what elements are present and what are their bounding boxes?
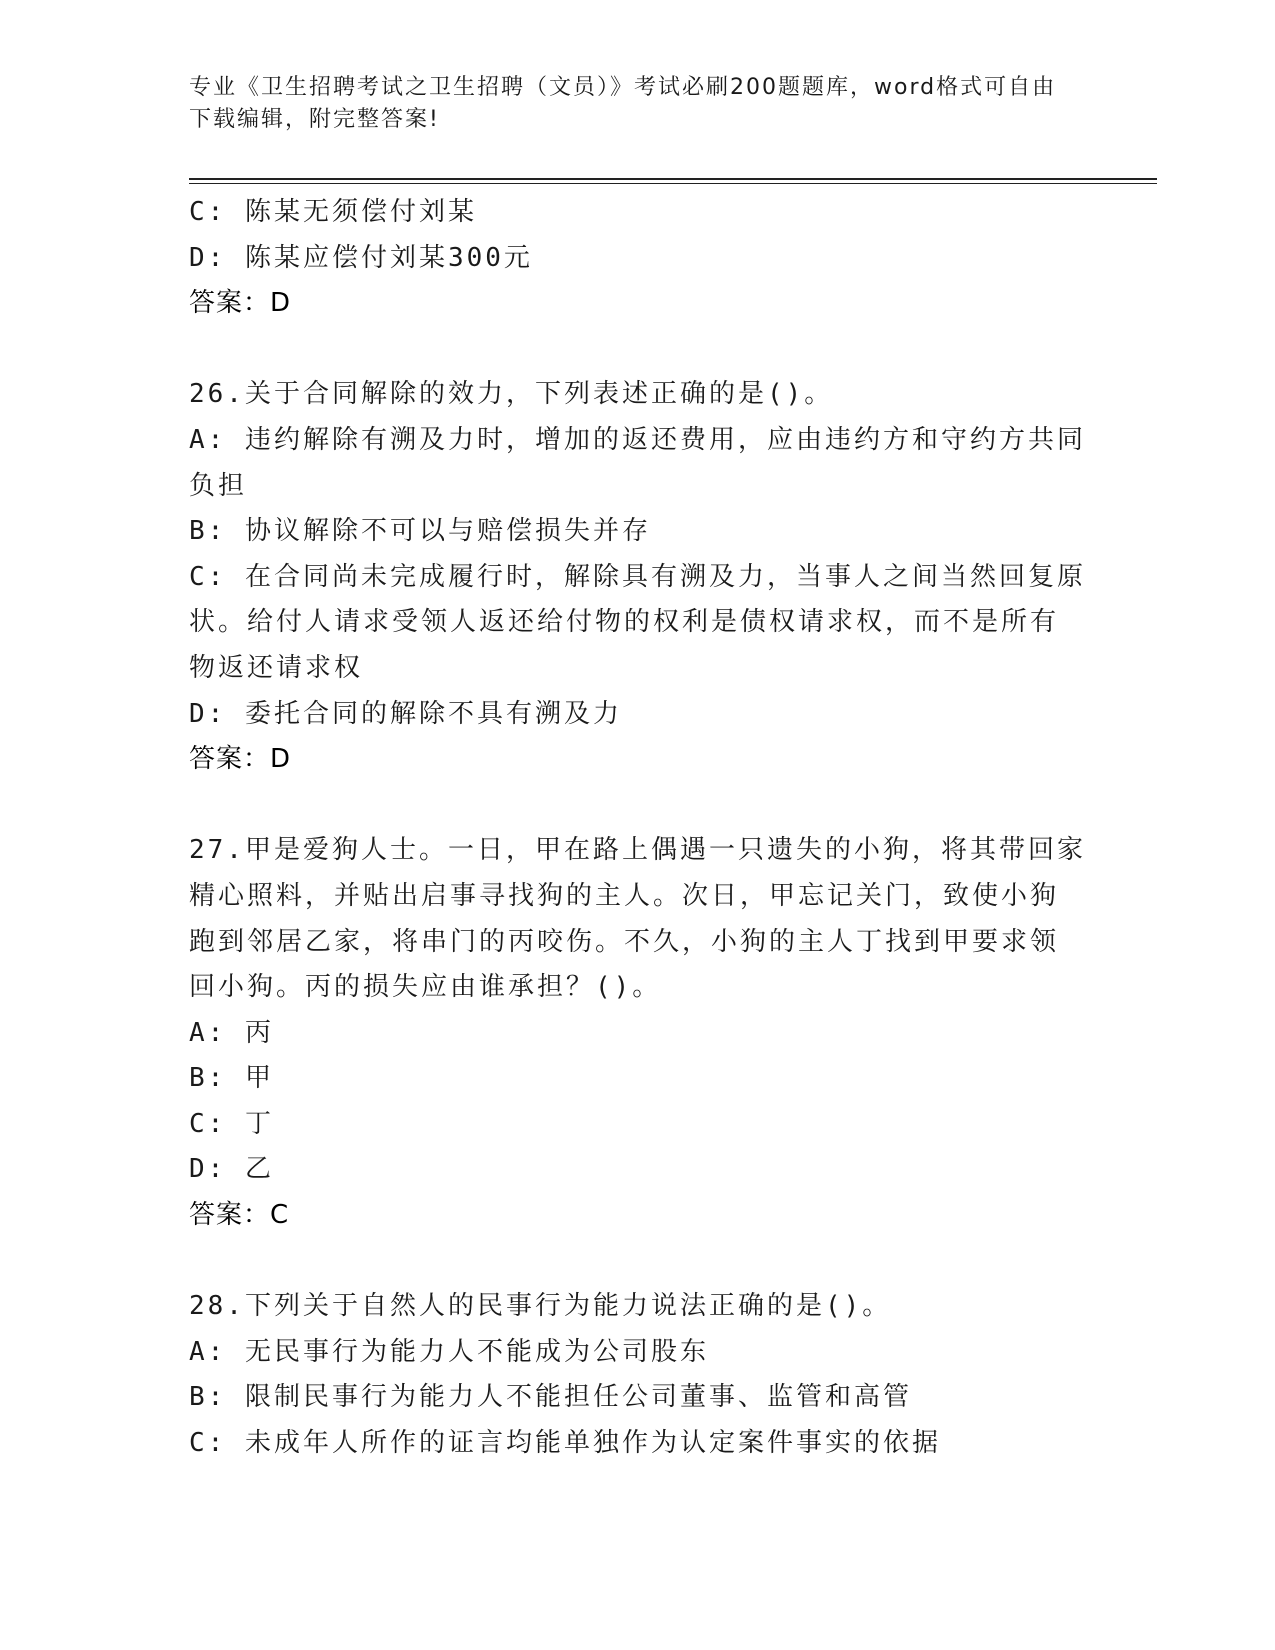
question-27-answer: 答案：C — [189, 1200, 290, 1231]
question-26-answer: 答案：D — [189, 744, 292, 775]
header-rule-thin — [189, 183, 1157, 184]
question-28-option-a: A: 无民事行为能力人不能成为公司股东 — [189, 1336, 709, 1367]
option-d: D: 陈某应偿付刘某300元 — [189, 242, 533, 273]
question-26-option-a-cont: 负担 — [189, 470, 248, 501]
option-c: C: 陈某无须偿付刘某 — [189, 197, 477, 227]
question-27-option-b: B: 甲 — [189, 1063, 274, 1094]
document-body — [189, 190, 1089, 1467]
question-27-option-c: C: 丁 — [189, 1108, 274, 1139]
question-27-stem-cont: 精心照料，并贴出启事寻找狗的主人。次日，甲忘记关门，致使小狗 — [189, 880, 1060, 911]
question-26-option-d: D: 委托合同的解除不具有溯及力 — [189, 698, 622, 729]
question-26-option-c-cont: 状。给付人请求受领人返还给付物的权利是债权请求权，而不是所有 — [189, 607, 1060, 638]
question-27-option-a: A: 丙 — [189, 1017, 274, 1048]
answer-line: 答案：D — [189, 288, 292, 319]
spacer — [189, 1239, 1089, 1285]
question-27-stem-cont2: 跑到邻居乙家，将串门的丙咬伤。不久，小狗的主人丁找到甲要求领 — [189, 926, 1060, 957]
question-27-stem: 27.甲是爱狗人士。一日，甲在路上偶遇一只遗失的小狗，将其带回家 — [189, 835, 1086, 866]
question-27-stem-cont3: 回小狗。丙的损失应由谁承担？()。 — [189, 972, 662, 1003]
spacer — [189, 783, 1089, 829]
question-26-option-c: C: 在合同尚未完成履行时，解除具有溯及力，当事人之间当然回复原 — [189, 561, 1086, 592]
header-rule-thick — [189, 178, 1157, 180]
question-26-stem: 26.关于合同解除的效力，下列表述正确的是()。 — [189, 379, 834, 410]
question-26-option-b: B: 协议解除不可以与赔偿损失并存 — [189, 516, 651, 547]
spacer — [189, 327, 1089, 373]
question-27-option-d: D: 乙 — [189, 1154, 274, 1185]
question-26-option-c-cont2: 物返还请求权 — [189, 652, 364, 683]
question-26-option-a: A: 违约解除有溯及力时，增加的返还费用，应由违约方和守约方共同 — [189, 424, 1086, 455]
question-28-stem: 28.下列关于自然人的民事行为能力说法正确的是()。 — [189, 1291, 892, 1322]
document-header: 专业《卫生招聘考试之卫生招聘（文员）》考试必刷200题题库，word格式可自由下载编辑，附完整答案! — [189, 75, 1057, 132]
question-28-option-c: C: 未成年人所作的证言均能单独作为认定案件事实的依据 — [189, 1428, 941, 1459]
question-28-option-b: B: 限制民事行为能力人不能担任公司董事、监管和高管 — [189, 1382, 912, 1413]
